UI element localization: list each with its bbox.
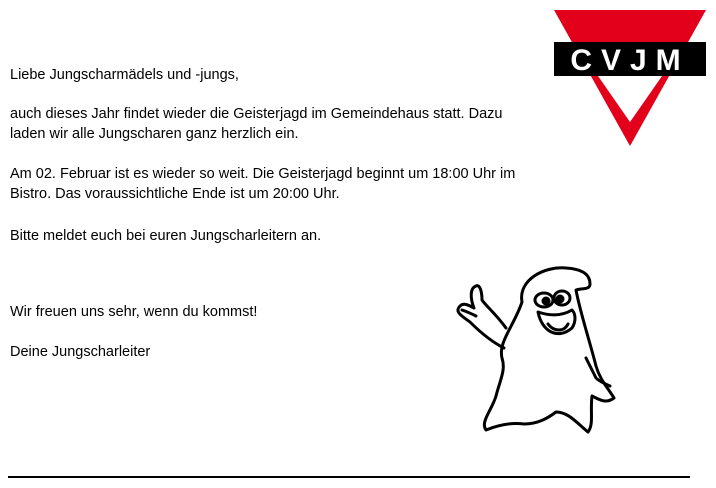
- ghost-body: [484, 268, 614, 432]
- bottom-divider: [8, 476, 690, 478]
- logo-text: CVJM: [570, 44, 690, 77]
- ghost-pupil-left: [543, 298, 549, 304]
- cvjm-logo: [554, 10, 706, 146]
- closing-line: Wir freuen uns sehr, wenn du kommst!: [10, 304, 258, 320]
- paragraph-registration: Bitte meldet euch bei euren Jungscharleitern an.: [10, 228, 322, 244]
- signature: Deine Jungscharleiter: [10, 344, 151, 360]
- ghost-finger: [462, 310, 476, 316]
- ghost-pupil-right: [557, 296, 563, 302]
- paragraph-date-time: Am 02. Februar ist es wieder so weit. Die Geisterjagd beginnt um 18:00 Uhr im Bistro. Das voraussichtliche Ende ist um 20:00 Uhr.: [10, 166, 516, 202]
- ghost-icon: [440, 262, 620, 442]
- greeting: Liebe Jungscharmädels und -jungs,: [10, 67, 239, 83]
- ghost-arm: [458, 286, 506, 348]
- paragraph-invitation: auch dieses Jahr findet wieder die Geisterjagd im Gemeindehaus statt. Dazu laden wir alle Jungscharen ganz herzlich ein.: [10, 106, 503, 142]
- ghost-tongue: [548, 324, 568, 330]
